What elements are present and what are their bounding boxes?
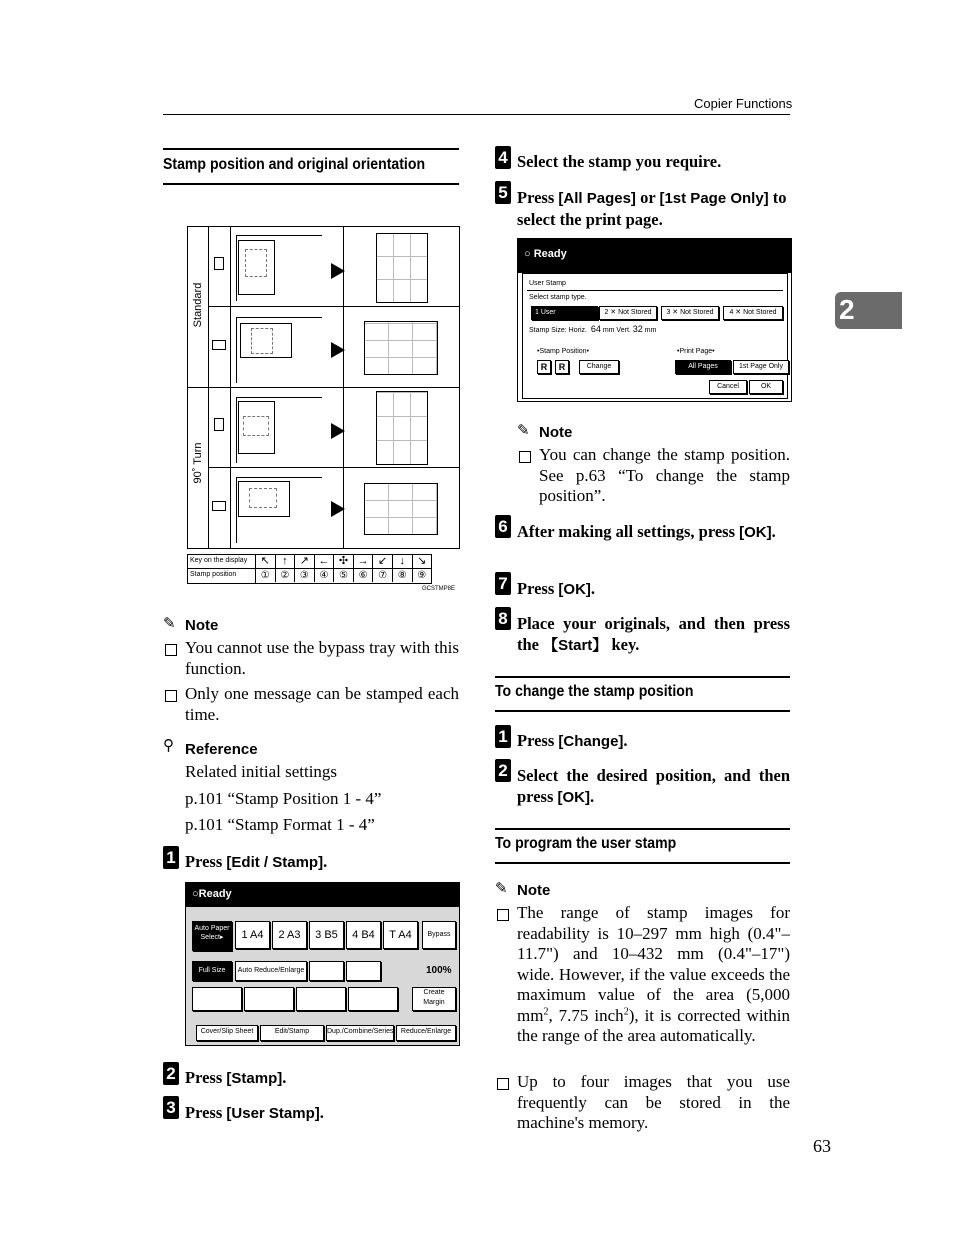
portrait-orientation-icon <box>214 418 224 431</box>
checkbox-bullet-icon <box>497 1078 509 1090</box>
original-sheet <box>238 401 275 454</box>
note-label: Note <box>517 882 551 899</box>
ok-key: [OK] <box>558 581 591 598</box>
stamp-position-figure <box>187 226 460 549</box>
step-instruction: Select the desired position, and then press [OK]. <box>517 766 790 806</box>
all-pages-key: [All Pages] <box>558 190 636 207</box>
reference-line: p.101 “Stamp Position 1 - 4” <box>185 789 382 808</box>
step-number: 3 <box>163 1096 179 1119</box>
change-key: [Change] <box>558 733 624 750</box>
section-rule-top <box>495 828 790 830</box>
position-number: ④ <box>315 569 335 582</box>
checkbox-bullet-icon <box>497 909 509 921</box>
position-number: ② <box>276 569 296 582</box>
dialog-title: User Stamp <box>529 280 566 287</box>
step-number: 2 <box>163 1062 179 1085</box>
arrow-right-icon <box>331 342 345 358</box>
preset-ratio-button[interactable] <box>346 961 381 981</box>
position-table-label: Stamp position <box>190 571 237 578</box>
tab-edit-stamp[interactable]: Edit/Stamp <box>260 1025 324 1041</box>
section-rule-top <box>163 148 459 150</box>
key-arrow-icon: ↙ <box>373 555 393 568</box>
start-key: 【Start】 <box>543 637 608 654</box>
bypass-button[interactable]: Bypass <box>422 921 456 949</box>
create-margin-button[interactable]: Create Margin <box>412 987 456 1011</box>
key-arrow-icon: ↗ <box>295 555 315 568</box>
position-number: ⑥ <box>354 569 374 582</box>
arrow-right-icon <box>331 423 345 439</box>
combine-mode-button[interactable] <box>296 987 346 1011</box>
note-item: The range of stamp images for readability is 10–297 mm high (0.4"–11.7") and 10–432 mm (0.4"–17") wide. However, if the value exceeds the maximum value of the area (5,000 $mm^2$, 7.75 inch$^2$), it is corrected within the range of the area automatically. <box>517 903 790 1045</box>
ok-button[interactable]: OK <box>749 380 783 394</box>
checkbox-bullet-icon <box>519 451 531 463</box>
position-number: ⑧ <box>393 569 413 582</box>
step-instruction: Press [User Stamp]. <box>185 1103 324 1122</box>
user-stamp-key: [User Stamp] <box>226 1105 320 1122</box>
tray-button[interactable]: 1 A4 <box>235 921 270 949</box>
zoom-ratio: 100% <box>426 965 452 976</box>
display-status-bar: ○ Ready <box>518 239 791 273</box>
key-arrow-icon: ← <box>315 555 335 568</box>
stamp-horiz-value: 64 <box>590 324 601 334</box>
stamp-type-slot[interactable]: 3 ✕ Not Stored <box>661 306 719 320</box>
note-pencil-icon: ✎ <box>517 423 530 439</box>
note-item: You cannot use the bypass tray with this function. <box>185 638 459 678</box>
note-pencil-icon: ✎ <box>163 616 176 632</box>
status-ready: Ready <box>198 888 232 900</box>
step-number: 5 <box>495 181 511 204</box>
original-sheet <box>238 481 290 517</box>
tab-cover-slip-sheet[interactable]: Cover/Slip Sheet <box>196 1025 258 1041</box>
stamp-type-slot[interactable]: 2 ✕ Not Stored <box>599 306 657 320</box>
checkbox-bullet-icon <box>165 690 177 702</box>
reference-line: p.101 “Stamp Format 1 - 4” <box>185 815 375 834</box>
position-number: ⑨ <box>417 570 427 581</box>
landscape-orientation-icon <box>212 501 226 511</box>
stamp-key: [Stamp] <box>226 1070 283 1087</box>
step-number: 6 <box>495 515 511 538</box>
stamp-grid-result <box>376 391 428 465</box>
step-number: 8 <box>495 607 511 630</box>
edit-stamp-key: [Edit / Stamp] <box>226 854 324 871</box>
section-rule-bottom <box>495 710 790 712</box>
chapter-number: 2 <box>839 294 855 325</box>
step-number: 4 <box>495 146 511 169</box>
section-title-stamp-position: Stamp position and original orientation <box>163 156 426 173</box>
tab-reduce-enlarge[interactable]: Reduce/Enlarge <box>396 1025 456 1041</box>
key-arrow-icon: ↓ <box>393 555 413 568</box>
note-item: Up to four images that you use frequently can be stored in the machine's memory. <box>517 1072 790 1132</box>
arrow-right-icon <box>331 263 345 279</box>
group-label-standard: Standard <box>192 282 204 328</box>
preset-ratio-button[interactable] <box>309 961 344 981</box>
step-instruction: After making all settings, press [OK]. <box>517 522 776 541</box>
position-number: ⑦ <box>373 569 393 582</box>
change-position-button[interactable]: Change <box>579 360 619 374</box>
arrow-right-icon <box>331 501 345 517</box>
key-arrow-icon: ↑ <box>276 555 296 568</box>
key-position-table <box>187 554 432 584</box>
page-number: 63 <box>813 1136 831 1156</box>
print-page-label: •Print Page• <box>677 348 715 355</box>
tray-button[interactable]: 2 A3 <box>272 921 307 949</box>
group-label-90-turn: 90˚ Turn <box>192 442 204 484</box>
stamp-grid-result <box>376 233 428 303</box>
key-arrow-icon: → <box>354 555 374 568</box>
stamp-grid-result <box>364 483 438 535</box>
checkbox-bullet-icon <box>165 644 177 656</box>
key-arrow-icon: ✣ <box>334 555 354 568</box>
tray-button[interactable]: 4 B4 <box>346 921 381 949</box>
cancel-button[interactable]: Cancel <box>709 380 747 394</box>
step-instruction: Press [Stamp]. <box>185 1068 287 1087</box>
key-arrow-icon: ↖ <box>256 555 276 568</box>
stamp-vert-value: 32 <box>632 324 643 334</box>
position-number: ③ <box>295 569 315 582</box>
first-page-only-button[interactable]: 1st Page Only <box>733 360 789 374</box>
tray-button[interactable]: T A4 <box>383 921 418 949</box>
first-page-only-key: [1st Page Only] <box>659 190 769 207</box>
tab-dup-combine-series[interactable]: Dup./Combine/Series <box>326 1025 394 1041</box>
step-instruction: Select the stamp you require. <box>517 152 722 171</box>
duplex-mode-button[interactable] <box>192 987 242 1011</box>
copier-display-panel <box>185 882 460 1046</box>
ok-key: [OK] <box>739 524 772 541</box>
note-label: Note <box>539 424 573 441</box>
stamp-orientation-icon[interactable]: R <box>537 360 551 374</box>
duplex-mode-button[interactable] <box>244 987 294 1011</box>
tray-button[interactable]: 3 B5 <box>309 921 344 949</box>
full-size-button[interactable]: Full Size <box>192 961 232 981</box>
step-number: 7 <box>495 572 511 595</box>
auto-reduce-enlarge-button[interactable]: Auto Reduce/Enlarge <box>235 961 307 981</box>
stamp-size-label: Stamp Size: Horiz. 64 mm Vert. 32 mm <box>529 324 657 334</box>
landscape-orientation-icon <box>212 340 226 350</box>
running-header: Copier Functions <box>694 96 793 111</box>
figure-code: GCSTMP8E <box>422 586 456 592</box>
step-instruction: Press [Change]. <box>517 731 628 750</box>
original-sheet <box>240 323 292 358</box>
reference-label: Reference <box>185 741 258 758</box>
ok-key: [OK] <box>557 789 590 806</box>
section-rule-bottom <box>495 862 790 864</box>
stamp-type-user[interactable]: 1 User <box>531 306 598 320</box>
step-instruction: Press [Edit / Stamp]. <box>185 852 328 871</box>
user-stamp-display-panel <box>517 238 792 402</box>
key-table-label: Key on the display <box>190 557 248 564</box>
key-arrow-icon: ↘ <box>417 555 427 567</box>
select-type-prompt: Select stamp type. <box>529 294 587 301</box>
stamp-orientation-icon[interactable]: R <box>555 360 569 374</box>
all-pages-button[interactable]: All Pages <box>675 360 731 374</box>
note-pencil-icon: ✎ <box>495 881 508 897</box>
position-number: ⑤ <box>334 569 354 582</box>
stamp-grid-result <box>364 321 438 375</box>
stamp-type-slot[interactable]: 4 ✕ Not Stored <box>723 306 783 320</box>
position-number: ① <box>256 569 276 582</box>
series-mode-button[interactable] <box>348 987 398 1011</box>
step-instruction: Press [OK]. <box>517 579 596 598</box>
magnifier-icon: ⚲ <box>163 738 174 754</box>
section-rule-top <box>495 676 790 678</box>
header-rule <box>163 114 790 115</box>
note-item: Only one message can be stamped each time. <box>185 684 459 724</box>
reference-line: Related initial settings <box>185 762 338 781</box>
status-ready: Ready <box>533 248 567 260</box>
note-label: Note <box>185 617 219 634</box>
chapter-tab <box>835 292 902 329</box>
auto-paper-select-button[interactable]: Auto Paper Select▸ <box>192 921 232 951</box>
stamp-position-label: •Stamp Position• <box>537 348 589 355</box>
step-number: 1 <box>163 846 179 869</box>
note-item: You can change the stamp position. See p.63 “To change the stamp position”. <box>539 445 790 505</box>
section-title-change-position: To change the stamp position <box>495 683 694 700</box>
section-rule-bottom <box>163 183 459 185</box>
display-status-bar: ○Ready <box>186 883 459 907</box>
section-title-program-user-stamp: To program the user stamp <box>495 835 677 852</box>
step-number: 1 <box>495 725 511 748</box>
step-instruction: Press [All Pages] or [1st Page Only] to select the print page. <box>517 188 787 229</box>
portrait-orientation-icon <box>214 257 224 270</box>
step-instruction: Place your originals, and then press the 【Start】 key. <box>517 614 790 654</box>
step-number: 2 <box>495 759 511 782</box>
original-sheet <box>238 240 275 295</box>
